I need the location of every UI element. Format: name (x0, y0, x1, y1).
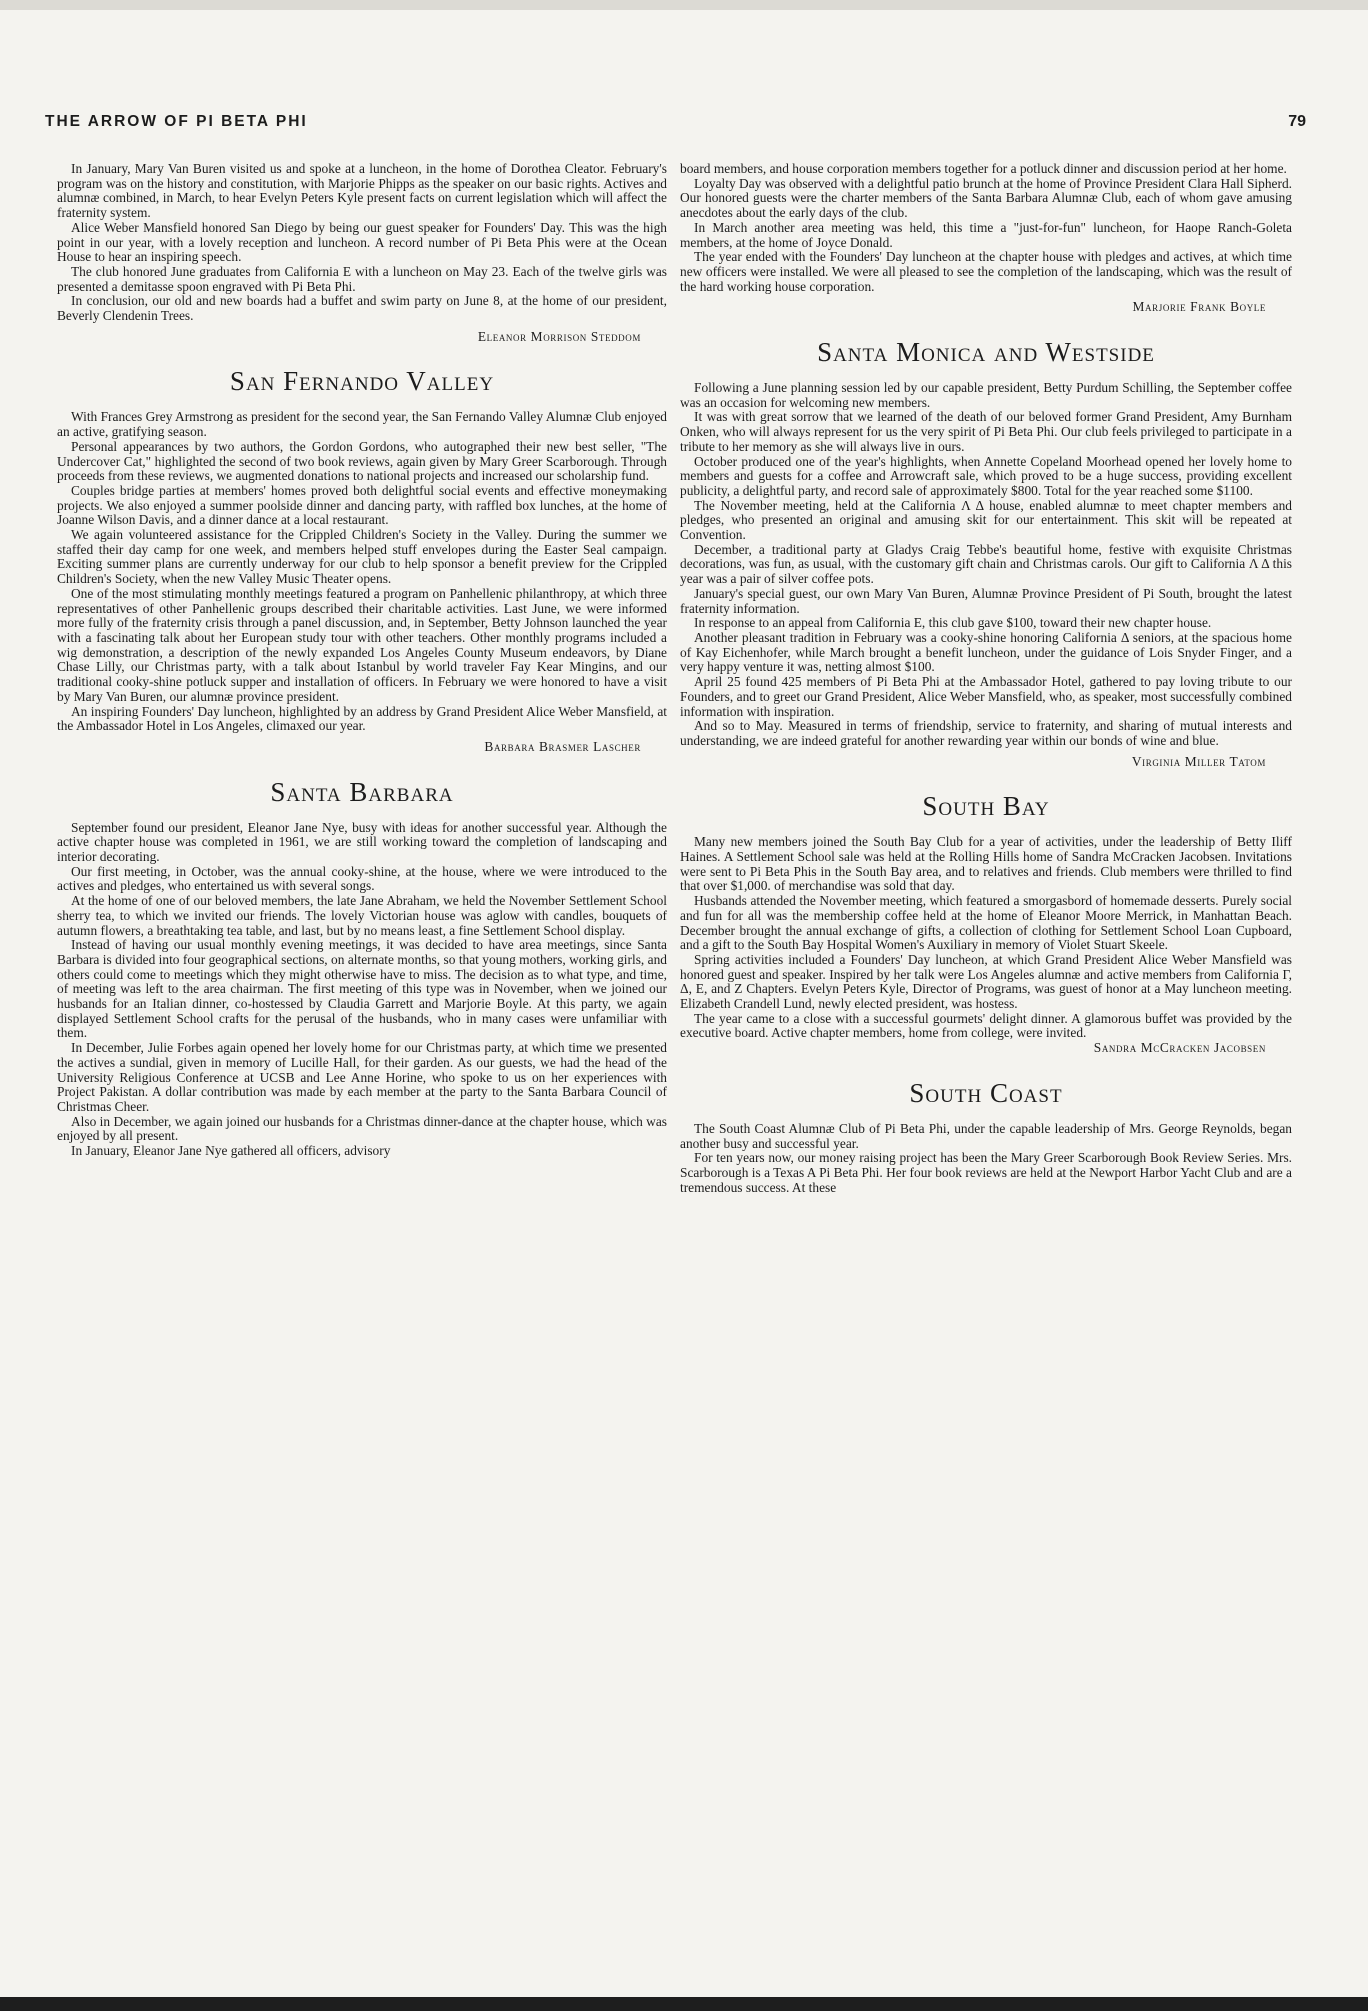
paragraph: Personal appearances by two authors, the Gordon Gordons, who autographed their new best seller, "The Undercover Cat," highlighted the second of two book reviews, again given by Mary Greer Scarborough. Through proceeds from these reviews, we augmented donations to national projects and increased our scholarship fund. (57, 438, 667, 484)
paragraph: September found our president, Eleanor Jane Nye, busy with ideas for another successful year. Although the active chapter house was completed in 1961, we are still working toward the completion of landscaping and interior decorating. (57, 819, 667, 865)
paragraph: December, a traditional party at Gladys Craig Tebbe's beautiful home, festive with exquisite Christmas decorations, was fun, as usual, with the customary gift chain and Christmas carols. Our gift to California Λ Δ this year was a pair of silver coffee pots. (680, 541, 1292, 587)
south-bay-section (680, 791, 1292, 1056)
paragraph: Many new members joined the South Bay Club for a year of activities, under the leadership of Betty Iliff Haines. A Settlement School sale was held at the Rolling Hills home of Sandra McCracken Jacobsen. Invitations were sent to Pi Beta Phis in the South Bay area, and to relatives and friends. Club members were thrilled to find that over $1,000. of merchandise was sold that day. (680, 834, 1292, 894)
paragraph: board members, and house corporation members together for a potluck dinner and discussion period at her home. (680, 161, 1287, 176)
section-title: San Fernando Valley (229, 366, 495, 397)
paragraph: For ten years now, our money raising project has been the Mary Greer Scarborough Book Review Series. Mrs. Scarborough is a Texas A Pi Beta Phi. Her four book reviews are held at the Newport Harbor Yacht Club and are a tremendous success. At these (680, 1150, 1292, 1195)
section-title: South Coast (909, 1077, 1063, 1108)
paragraph: Alice Weber Mansfield honored San Diego by being our guest speaker for Founders' Day. This was the high point in our year, with a lovely reception and luncheon. A record number of Pi Beta Phis were at the Ocean House to hear an inspiring speech. (57, 219, 667, 265)
paragraph: Following a June planning session led by our capable president, Betty Purdum Schilling, the September coffee was an occasion for welcoming new members. (680, 380, 1292, 410)
paragraph: Couples bridge parties at members' homes proved both delightful social events and effective moneymaking projects. We also enjoyed a summer poolside dinner and dancing party, with raffled box lunches, at the home of Joanne Wilson Davis, and a dinner dance at a local restaurant. (57, 482, 667, 528)
paragraph: In January, Mary Van Buren visited us and spoke at a luncheon, in the home of Dorothea Cleator. February's program was on the history and constitution, with Marjorie Phipps as the speaker on our basic rights. Actives and alumnæ combined, in March, to hear Evelyn Peters Kyle present facts on current legislation which will affect the fraternity system. (57, 161, 667, 221)
left-column (57, 162, 667, 1159)
paragraph: The year ended with the Founders' Day luncheon at the chapter house with pledges and actives, at which time new officers were installed. We were all pleased to see the completion of the landscaping, which was the result of the hard working house corporation. (680, 249, 1292, 294)
signature: Marjorie Frank Boyle (1132, 299, 1266, 315)
paragraph: The November meeting, held at the California Λ Δ house, enabled alumnæ to meet chapter members and pledges, who presented an original and amusing skit for our entertainment. This skit will be repeated at Convention. (680, 497, 1292, 543)
paragraph: In conclusion, our old and new boards had a buffet and swim party on June 8, at the home of our president, Beverly Clendenin Trees. (57, 293, 667, 324)
santa-barbara-section (57, 777, 667, 1159)
paragraph: In January, Eleanor Jane Nye gathered all officers, advisory (71, 1143, 391, 1159)
san-fernando-valley-section (57, 366, 667, 754)
paragraph: In March another area meeting was held, this time a "just-for-fun" luncheon, for Haope Ranch-Goleta members, at the home of Joyce Donald. (680, 219, 1292, 250)
signature: Barbara Brasmer Lascher (484, 738, 641, 754)
paragraph: The year came to a close with a successful gourmets' delight dinner. A glamorous buffet was provided by the executive board. Active chapter members, home from college, were invited. (680, 1010, 1292, 1041)
paragraph: And so to May. Measured in terms of friendship, service to fraternity, and sharing of mutual interests and understanding, we are indeed grateful for another rewarding year within our bonds of wine and blue. (680, 718, 1292, 748)
signature: Eleanor Morrison Steddom (477, 328, 641, 344)
paragraph: It was with great sorrow that we learned of the death of our beloved former Grand President, Amy Burnham Onken, who will always represent for us the very spirit of Pi Beta Phi. Our club feels privileged to participate in a tribute to her memory as she will always live in ours. (680, 409, 1292, 454)
paragraph: One of the most stimulating monthly meetings featured a program on Panhellenic philanthropy, at which three representatives of other Panhellenic groups described their charitable activities. Last June, we were informed more fully of the fraternity crisis through a panel discussion, and, in September, Betty Johnson launched the year with a fascinating talk about her European study tour with other teachers. Other monthly programs included a wig demonstration, a description of the newly expanded Los Angeles County Museum endeavors, by Diane Chase Lilly, our Christmas party, with a talk about Istanbul by world traveler Fay Kear Mingins, and our traditional cooky-shine potluck supper and installation of officers. In February we were honored to have a visit by Mary Van Buren, our alumnæ province president. (57, 585, 667, 704)
signature: Virginia Miller Tatom (1131, 753, 1266, 769)
paragraph: We again volunteered assistance for the Crippled Children's Society in the Valley. During the summer we staffed their day camp for one week, and members helped stuff envelopes during the Easter Seal campaign. Exciting summer plans are currently underway for our club to help sponsor a benefit preview for the Crippled Children's Society, when the new Valley Music Theater opens. (57, 527, 667, 587)
section-title: Santa Monica and Westside (817, 337, 1155, 368)
paragraph: An inspiring Founders' Day luncheon, highlighted by an address by Grand President Alice Weber Mansfield, at the Ambassador Hotel in Los Angeles, climaxed our year. (57, 703, 667, 734)
journal-title: THE ARROW OF PI BETA PHI (45, 113, 308, 130)
paragraph: January's special guest, our own Mary Van Buren, Alumnæ Province President of Pi South, brought the latest fraternity information. (680, 585, 1292, 616)
paragraph: Instead of having our usual monthly evening meetings, it was decided to have area meetings, since Santa Barbara is divided into four geographical sections, on alternate months, so that young mothers, working girls, and others could come to meetings which they might otherwise have to miss. The decision as to what type, and time, of meeting was left to the area chairman. The first meeting of this type was in November, when we joined our husbands for an Italian dinner, co-hostessed by Claudia Garrett and Marjorie Boyle. At this party, we again displayed Settlement School crafts for the perusal of the husbands, who in many cases were unfamiliar with them. (57, 937, 667, 1041)
paragraph: Loyalty Day was observed with a delightful patio brunch at the home of Province President Clara Hall Sipherd. Our honored guests were the charter members of the Santa Barbara Alumnæ Club, each of whom gave amusing anecdotes about the early days of the club. (680, 175, 1292, 221)
paragraph: With Frances Grey Armstrong as president for the second year, the San Fernando Valley Alumnæ Club enjoyed an active, gratifying season. (57, 409, 667, 440)
paragraph: April 25 found 425 members of Pi Beta Phi at the Ambassador Hotel, gathered to pay loving tribute to our Founders, and to greet our Grand President, Alice Weber Mansfield, who, as speaker, most successfully combined information with inspiration. (680, 674, 1292, 719)
paragraph: In December, Julie Forbes again opened her lovely home for our Christmas party, at which time we presented the actives a sundial, given in memory of Lucille Hall, for their garden. As our guests, we had the head of the University Religious Conference at UCSB and Lee Anne Horine, who spoke to us on her experiences with Project Pakistan. A dollar contribution was made by each member at the party to the Santa Barbara Council of Christmas Cheer. (57, 1040, 667, 1114)
paragraph: The club honored June graduates from California E with a luncheon on May 23. Each of the twelve girls was presented a demitasse spoon engraved with Pi Beta Phi. (57, 263, 667, 294)
signature: Sandra McCracken Jacobsen (1093, 1040, 1266, 1056)
page-bottom-edge (0, 1997, 1368, 2011)
paragraph: In response to an appeal from California E, this club gave $100, toward their new chapter house. (694, 615, 1212, 631)
page-top-edge (0, 0, 1368, 10)
santa-barbara-continued (680, 162, 1292, 315)
paragraph: Spring activities included a Founders' Day luncheon, at which Grand President Alice Weber Mansfield was honored guest and speaker. Inspired by her talk were Los Angeles alumnæ and active members from California Γ, Δ, E, and Z Chapters. Evelyn Peters Kyle, Director of Programs, was guest of honor at a May luncheon meeting. Elizabeth Crandell Lund, newly elected president, was hostess. (680, 951, 1292, 1012)
paragraph: At the home of one of our beloved members, the late Jane Abraham, we held the November Settlement School sherry tea, to which we invited our friends. The lovely Victorian house was aglow with candles, bouquets of autumn flowers, a breathtaking tea table, and last, but by no means least, a fine Settlement School display. (57, 893, 667, 938)
santa-monica-westside-section (680, 337, 1292, 769)
paragraph: Also in December, we again joined our husbands for a Christmas dinner-dance at the chapter house, which was enjoyed by all present. (57, 1113, 667, 1144)
paragraph: Our first meeting, in October, was the annual cooky-shine, at the house, where we were introduced to the actives and pledges, who entertained us with several songs. (57, 863, 667, 894)
paragraph: Another pleasant tradition in February was a cooky-shine honoring California Δ seniors, at the spacious home of Kay Eichenhofer, while March brought a benefit luncheon, under the guidance of Lois Snyder Finger, and a very happy venture it was, netting almost $100. (680, 629, 1292, 675)
section-title: South Bay (922, 791, 1050, 822)
intro-section (57, 162, 667, 344)
right-column (680, 162, 1292, 1195)
paragraph: Husbands attended the November meeting, which featured a smorgasbord of homemade desserts. Purely social and fun for all was the membership coffee held at the home of Eleanor Moore Merrick, in Manhattan Beach. December brought the annual exchange of gifts, a collection of clothing for Settlement School Loan Cupboard, and a gift to the South Bay Hospital Women's Auxiliary in memory of Violet Stuart Skeele. (680, 893, 1292, 953)
section-title: Santa Barbara (270, 776, 454, 807)
page-number: 79 (1288, 113, 1306, 130)
paragraph: October produced one of the year's highlights, when Annette Copeland Moorhead opened her lovely home to members and guests for a coffee and Arrowcraft sale, which proved to be a huge success, providing excellent publicity, a delightful party, and record sale of approximately $800. Total for the year reached some $1100. (680, 453, 1292, 498)
paragraph: The South Coast Alumnæ Club of Pi Beta Phi, under the capable leadership of Mrs. George Reynolds, began another busy and successful year. (680, 1120, 1292, 1151)
south-coast-section (680, 1078, 1292, 1196)
page-header (45, 113, 1306, 143)
